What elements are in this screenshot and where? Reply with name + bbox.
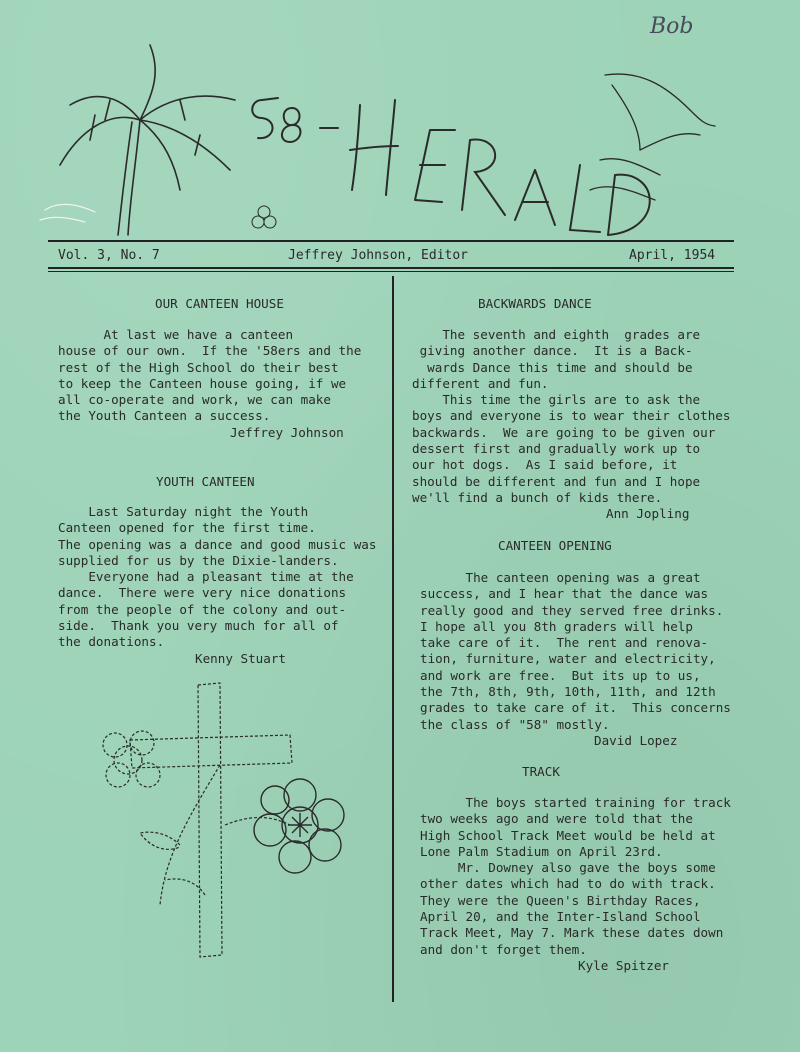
article-body-canteen-opening: The canteen opening was a great success, and I hear that the dance was really good and they served free drinks. I hope all you 8th graders will help take care of it. The rent and renova- tion, furniture, water and electricity, and work are free. But its up to us, the 7th, 8th, 9th, 10th, 11th, and 12th grades to take care of it. This concerns the class of "58" mostly.	[420, 570, 731, 732]
issue-date: April, 1954	[629, 248, 716, 263]
masthead-top-rule	[48, 240, 734, 242]
volume-number: Vol. 3, No. 7	[58, 248, 160, 263]
small-flower-drawing	[252, 206, 276, 228]
article-byline-backwards-dance: Ann Jopling	[606, 506, 690, 521]
editor-credit: Jeffrey Johnson, Editor	[288, 248, 469, 263]
masthead-drawing	[0, 0, 800, 250]
palm-tree-drawing	[40, 45, 235, 235]
article-body-canteen-house: At last we have a canteen house of our own. If the '58ers and the rest of the High School do their best to keep the Canteen house going, if we all co-operate and work, we can make the Youth Canteen a success.	[58, 327, 362, 424]
article-heading-track: TRACK	[522, 764, 560, 779]
seagull-drawing	[590, 74, 715, 200]
masthead-bottom-rule-thin	[48, 271, 734, 272]
article-heading-youth-canteen: YOUTH CANTEEN	[156, 474, 255, 489]
title-lettering	[252, 98, 650, 235]
masthead-info-line	[58, 248, 730, 266]
article-byline-youth-canteen: Kenny Stuart	[195, 651, 286, 666]
article-byline-canteen-opening: David Lopez	[594, 733, 678, 748]
article-heading-canteen-opening: CANTEEN OPENING	[498, 538, 612, 553]
article-body-youth-canteen: Last Saturday night the Youth Canteen opened for the first time. The opening was a dance and good music was supplied for us by the Dixie-landers. Everyone had a pleasant time at the dance. There were very nice donations from the people of the colony and out- side. Thank you very much for all of the donations.	[58, 504, 377, 650]
article-body-track: The boys started training for track two weeks ago and were told that the High School Track Meet would be held at Lone Palm Stadium on April 23rd. Mr. Downey also gave the boys some other dates which had to do with track. They were the Queen's Birthday Races, April 20, and the Inter-Island School Track Meet, May 7. Mark these dates down and don't forget them.	[420, 795, 731, 957]
article-heading-canteen-house: OUR CANTEEN HOUSE	[155, 296, 284, 311]
article-byline-canteen-house: Jeffrey Johnson	[230, 425, 344, 440]
cross-flower-drawing	[70, 665, 370, 965]
article-byline-track: Kyle Spitzer	[578, 958, 669, 973]
masthead-bottom-rule	[48, 267, 734, 269]
article-heading-backwards-dance: BACKWARDS DANCE	[478, 296, 592, 311]
column-divider	[392, 276, 394, 1002]
article-body-backwards-dance: The seventh and eighth grades are giving another dance. It is a Back- wards Dance this time and should be different and fun. This time the girls are to ask the boys and everyone is to wear their clothes backwards. We are going to be given our dessert first and gradually work up to our hot dogs. As I said before, it should be different and fun and I hope we'll find a bunch of kids there.	[412, 327, 731, 505]
handwritten-note: Bob	[650, 14, 694, 39]
